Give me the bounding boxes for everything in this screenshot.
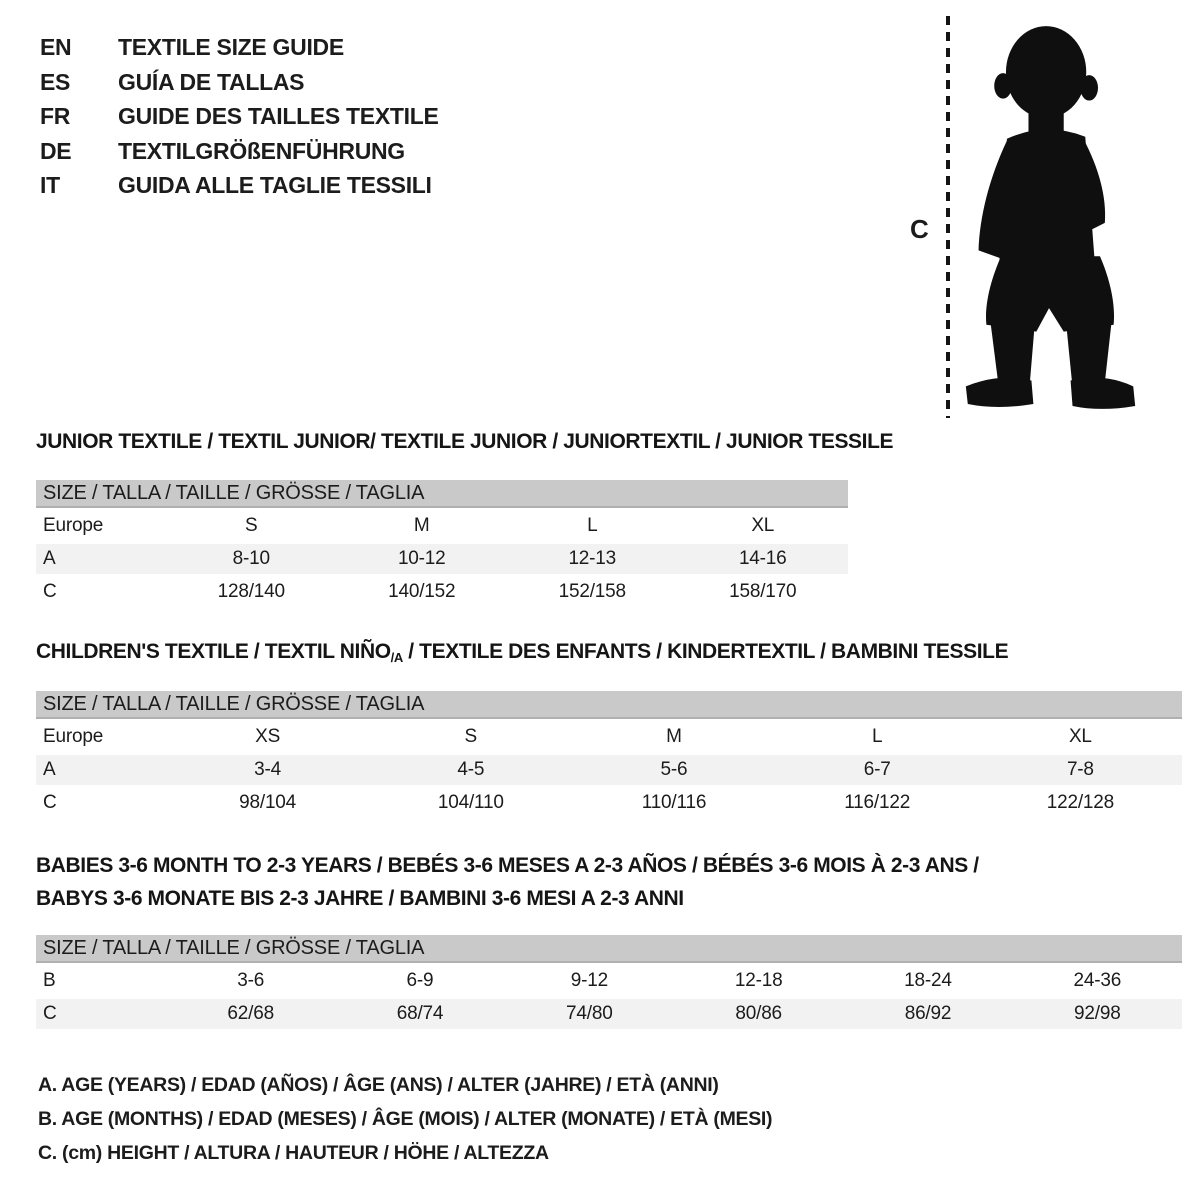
language-row bbox=[40, 99, 439, 134]
size-cell: 92/98 bbox=[1013, 999, 1182, 1029]
size-cell: XS bbox=[255, 726, 281, 747]
table-row-age bbox=[36, 544, 848, 574]
size-cell: 98/104 bbox=[239, 792, 297, 813]
table-header-bar: SIZE / TALLA / TAILLE / GRÖSSE / TAGLIA bbox=[36, 935, 1182, 963]
table-row-months bbox=[36, 966, 1182, 996]
guide-title-es: GUÍA DE TALLAS bbox=[118, 68, 305, 95]
guide-title-fr: GUIDE DES TAILLES TEXTILE bbox=[118, 103, 439, 129]
size-cell: XL bbox=[751, 515, 775, 536]
babies-section-title bbox=[36, 849, 1182, 915]
size-cell: S bbox=[464, 726, 478, 747]
table-header-row bbox=[36, 691, 1182, 719]
size-cell: M bbox=[413, 515, 430, 536]
children-title-part1: CHILDREN'S TEXTILE / TEXTIL NIÑO bbox=[36, 640, 391, 663]
height-measure-label: C bbox=[910, 214, 929, 244]
table-row-height bbox=[36, 999, 1182, 1029]
size-cell: S bbox=[245, 515, 258, 536]
table-row-europe bbox=[36, 722, 1182, 752]
height-dashed-line-icon bbox=[946, 16, 950, 418]
size-cell: 122/128 bbox=[1046, 792, 1115, 813]
size-cell: L bbox=[871, 726, 883, 747]
table-header-row bbox=[36, 935, 1182, 963]
language-code: ES bbox=[40, 68, 71, 95]
table-header-bar: SIZE / TALLA / TAILLE / GRÖSSE / TAGLIA bbox=[36, 691, 1182, 719]
row-label: C bbox=[36, 999, 166, 1029]
size-cell: XL bbox=[1068, 726, 1092, 747]
babies-title-line1: BABIES 3-6 MONTH TO 2-3 YEARS / BEBÉS 3-6 MESES A 2-3 AÑOS / BÉBÉS 3-6 MOIS À 2-3 ANS / bbox=[36, 854, 979, 877]
size-cell: 18-24 bbox=[904, 970, 952, 991]
size-cell: 74/80 bbox=[505, 999, 674, 1029]
language-code: IT bbox=[40, 172, 60, 198]
row-label: Europe bbox=[43, 515, 104, 536]
legend-line-c: C. (cm) HEIGHT / ALTURA / HAUTEUR / HÖHE / ALTEZZA bbox=[38, 1142, 549, 1164]
language-row bbox=[40, 134, 439, 169]
row-label: Europe bbox=[43, 726, 104, 747]
table-row-height bbox=[36, 788, 1182, 818]
measurement-legend bbox=[38, 1068, 772, 1170]
size-cell: 6-7 bbox=[776, 755, 979, 785]
table-header-bar: SIZE / TALLA / TAILLE / GRÖSSE / TAGLIA bbox=[36, 480, 848, 508]
children-section bbox=[36, 640, 1182, 821]
size-cell: 6-9 bbox=[406, 970, 434, 991]
guide-title-en: TEXTILE SIZE GUIDE bbox=[118, 34, 344, 60]
language-code: DE bbox=[40, 137, 72, 164]
table-header-row bbox=[36, 480, 848, 508]
size-cell: 3-6 bbox=[237, 970, 265, 991]
language-row bbox=[40, 65, 439, 100]
guide-title-de: TEXTILGRÖßENFÜHRUNG bbox=[118, 137, 405, 164]
size-cell: 12-18 bbox=[734, 970, 783, 991]
legend-line-b: B. AGE (MONTHS) / EDAD (MESES) / ÂGE (MOIS) / ALTER (MONATE) / ETÀ (MESI) bbox=[38, 1108, 773, 1130]
language-row bbox=[40, 30, 439, 65]
size-cell: 128/140 bbox=[217, 581, 285, 602]
size-cell: 7-8 bbox=[979, 755, 1182, 785]
size-cell: 5-6 bbox=[572, 755, 775, 785]
babies-title-line2: BABYS 3-6 MONATE BIS 2-3 JAHRE / BAMBINI 3-6 MESI A 2-3 ANNI bbox=[36, 887, 684, 910]
language-code: FR bbox=[40, 103, 71, 129]
size-cell: 158/170 bbox=[729, 581, 797, 602]
language-row bbox=[40, 168, 439, 203]
size-cell: 80/86 bbox=[674, 999, 843, 1029]
size-cell: 24-36 bbox=[1073, 970, 1122, 991]
junior-size-table bbox=[36, 477, 848, 610]
table-row-height bbox=[36, 577, 848, 607]
children-section-title bbox=[36, 640, 1182, 665]
language-code: EN bbox=[40, 34, 72, 60]
children-size-table bbox=[36, 688, 1182, 821]
size-cell: 152/158 bbox=[558, 581, 626, 602]
size-cell: 86/92 bbox=[843, 999, 1012, 1029]
toddler-silhouette-icon bbox=[958, 20, 1144, 418]
size-cell: 12-13 bbox=[507, 544, 678, 574]
junior-section bbox=[36, 430, 894, 610]
language-title-block bbox=[40, 30, 439, 203]
size-cell: 8-10 bbox=[166, 544, 337, 574]
size-cell: 62/68 bbox=[166, 999, 335, 1029]
junior-section-title: JUNIOR TEXTILE / TEXTIL JUNIOR/ TEXTILE JUNIOR / JUNIORTEXTIL / JUNIOR TESSILE bbox=[36, 430, 894, 453]
row-label: C bbox=[43, 581, 57, 602]
children-title-part2: / TEXTILE DES ENFANTS / KINDERTEXTIL / BAMBINI TESSILE bbox=[402, 640, 1009, 663]
size-cell: 110/116 bbox=[641, 792, 707, 813]
size-cell: 3-4 bbox=[166, 755, 369, 785]
size-cell: 116/122 bbox=[844, 792, 911, 813]
babies-size-table bbox=[36, 932, 1182, 1032]
size-cell: 68/74 bbox=[335, 999, 504, 1029]
size-cell: 4-5 bbox=[369, 755, 572, 785]
row-label: A bbox=[36, 755, 166, 785]
table-row-europe bbox=[36, 511, 848, 541]
size-cell: L bbox=[587, 515, 598, 536]
size-cell: 104/110 bbox=[437, 792, 504, 813]
size-cell: 140/152 bbox=[388, 581, 456, 602]
size-cell: 14-16 bbox=[678, 544, 849, 574]
row-label: B bbox=[43, 970, 56, 991]
legend-line-a: A. AGE (YEARS) / EDAD (AÑOS) / ÂGE (ANS) / ALTER (JAHRE) / ETÀ (ANNI) bbox=[38, 1074, 719, 1096]
children-title-subscript: /A bbox=[390, 650, 403, 665]
row-label: A bbox=[36, 544, 166, 574]
table-row-age bbox=[36, 755, 1182, 785]
guide-title-it: GUIDA ALLE TAGLIE TESSILI bbox=[118, 172, 432, 198]
row-label: C bbox=[43, 792, 57, 813]
size-cell: M bbox=[666, 726, 682, 747]
size-cell: 10-12 bbox=[337, 544, 508, 574]
babies-section bbox=[36, 849, 1182, 1032]
size-cell: 9-12 bbox=[570, 970, 608, 991]
